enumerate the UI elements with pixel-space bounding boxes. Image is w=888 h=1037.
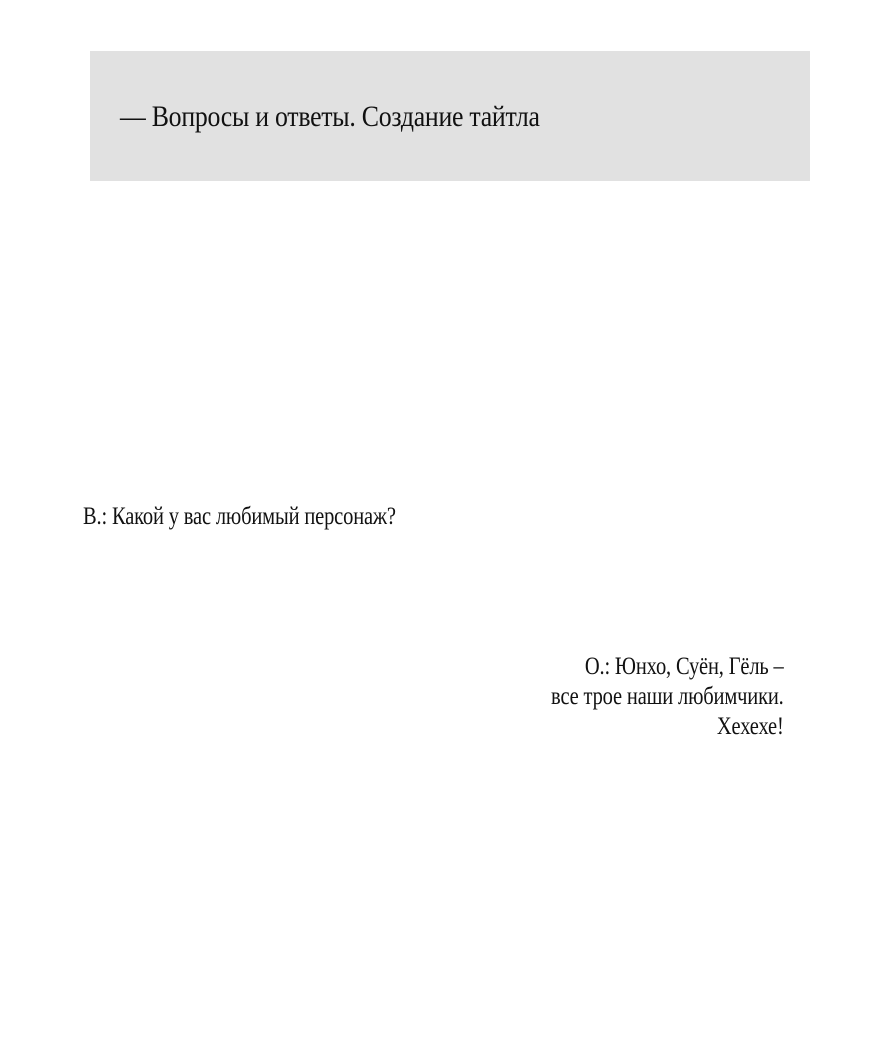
answer-line: все трое наши любимчики. [551, 683, 784, 710]
answer-line: Хехехе! [717, 713, 784, 740]
section-header-box [90, 51, 810, 181]
section-title: — Вопросы и ответы. Создание тайтла [120, 100, 540, 133]
answer-text [551, 652, 784, 742]
answer-line: О.: Юнхо, Суён, Гёль – [585, 653, 784, 680]
question-text: В.: Какой у вас любимый персонаж? [83, 503, 396, 530]
